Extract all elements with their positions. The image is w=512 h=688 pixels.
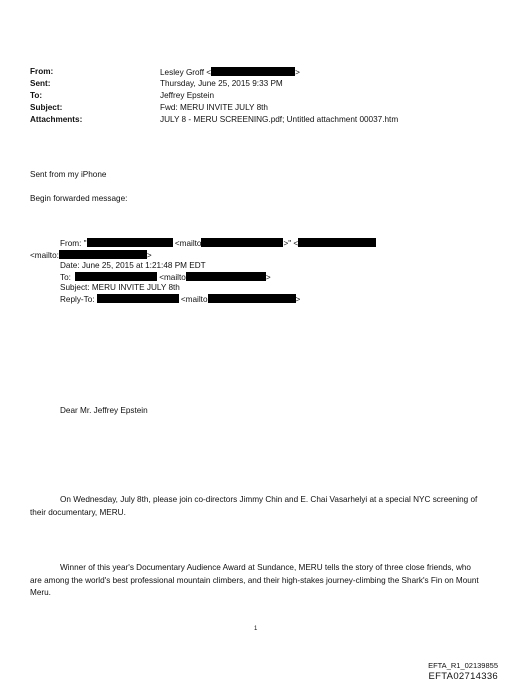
to-value: Jeffrey Epstein [160,91,215,100]
fwd-reply-line [60,294,300,305]
redaction-bar [97,294,179,303]
fwd-from-line [60,238,376,249]
sent-value: Thursday, June 25, 2015 9:33 PM [160,79,283,88]
fwd-to-mailto: <mailto [159,273,186,282]
redaction-bar [75,272,157,281]
from-label: From: [30,67,54,76]
from-close: > [295,68,300,77]
from-name: Lesley Groff < [160,68,212,77]
redaction-bar [87,238,173,247]
fwd-reply-label: Reply-To: [60,295,95,304]
redaction-bar [208,294,296,303]
fwd-mailto-close: > [146,251,152,260]
subject-label: Subject: [30,103,63,112]
redaction-bar [211,67,295,76]
fwd-mailto-label: <mailto: [30,251,59,260]
bates-number-1: EFTA_R1_02139855 [428,661,498,670]
fwd-reply-close: > [295,295,301,304]
fwd-mailto-line [30,250,152,261]
attachments-label: Attachments: [30,115,83,124]
fwd-to-close: > [265,273,271,282]
subject-value: Fwd: MERU INVITE JULY 8th [160,103,268,112]
fwd-reply-mailto: <mailto [180,295,208,304]
salutation: Dear Mr. Jeffrey Epstein [60,406,148,415]
redaction-bar [59,250,147,259]
sent-from-line: Sent from my iPhone [30,170,107,179]
attachments-value: JULY 8 - MERU SCREENING.pdf; Untitled attachment 00037.htm [160,115,399,124]
fwd-subject: Subject: MERU INVITE JULY 8th [60,283,180,292]
paragraph-2: Winner of this year's Documentary Audience Award at Sundance, MERU tells the story of three close friends, who are among the world's best professional mountain climbers, and their high-stakes journey-climbing the Shark's Fin on Mount Meru. [30,563,479,597]
fwd-to-line [60,272,271,283]
fwd-from-label: From: " [60,239,87,248]
bates-number-2: EFTA02714336 [428,671,498,682]
fwd-date: Date: June 25, 2015 at 1:21:48 PM EDT [60,261,206,270]
fwd-mailto: <mailto [174,239,202,248]
sent-label: Sent: [30,79,51,88]
begin-forwarded-line: Begin forwarded message: [30,194,128,203]
redaction-bar [201,238,283,247]
paragraph-1: On Wednesday, July 8th, please join co-directors Jimmy Chin and E. Chai Vasarhelyi at a special NYC screening of their documentary, MERU. [30,495,478,517]
from-value [160,67,300,78]
page-number: 1 [254,626,258,632]
redaction-bar [298,238,376,247]
fwd-close-quote: >" < [283,239,299,248]
to-label: To: [30,91,43,100]
fwd-to-label: To: [60,273,71,282]
redaction-bar [186,272,266,281]
